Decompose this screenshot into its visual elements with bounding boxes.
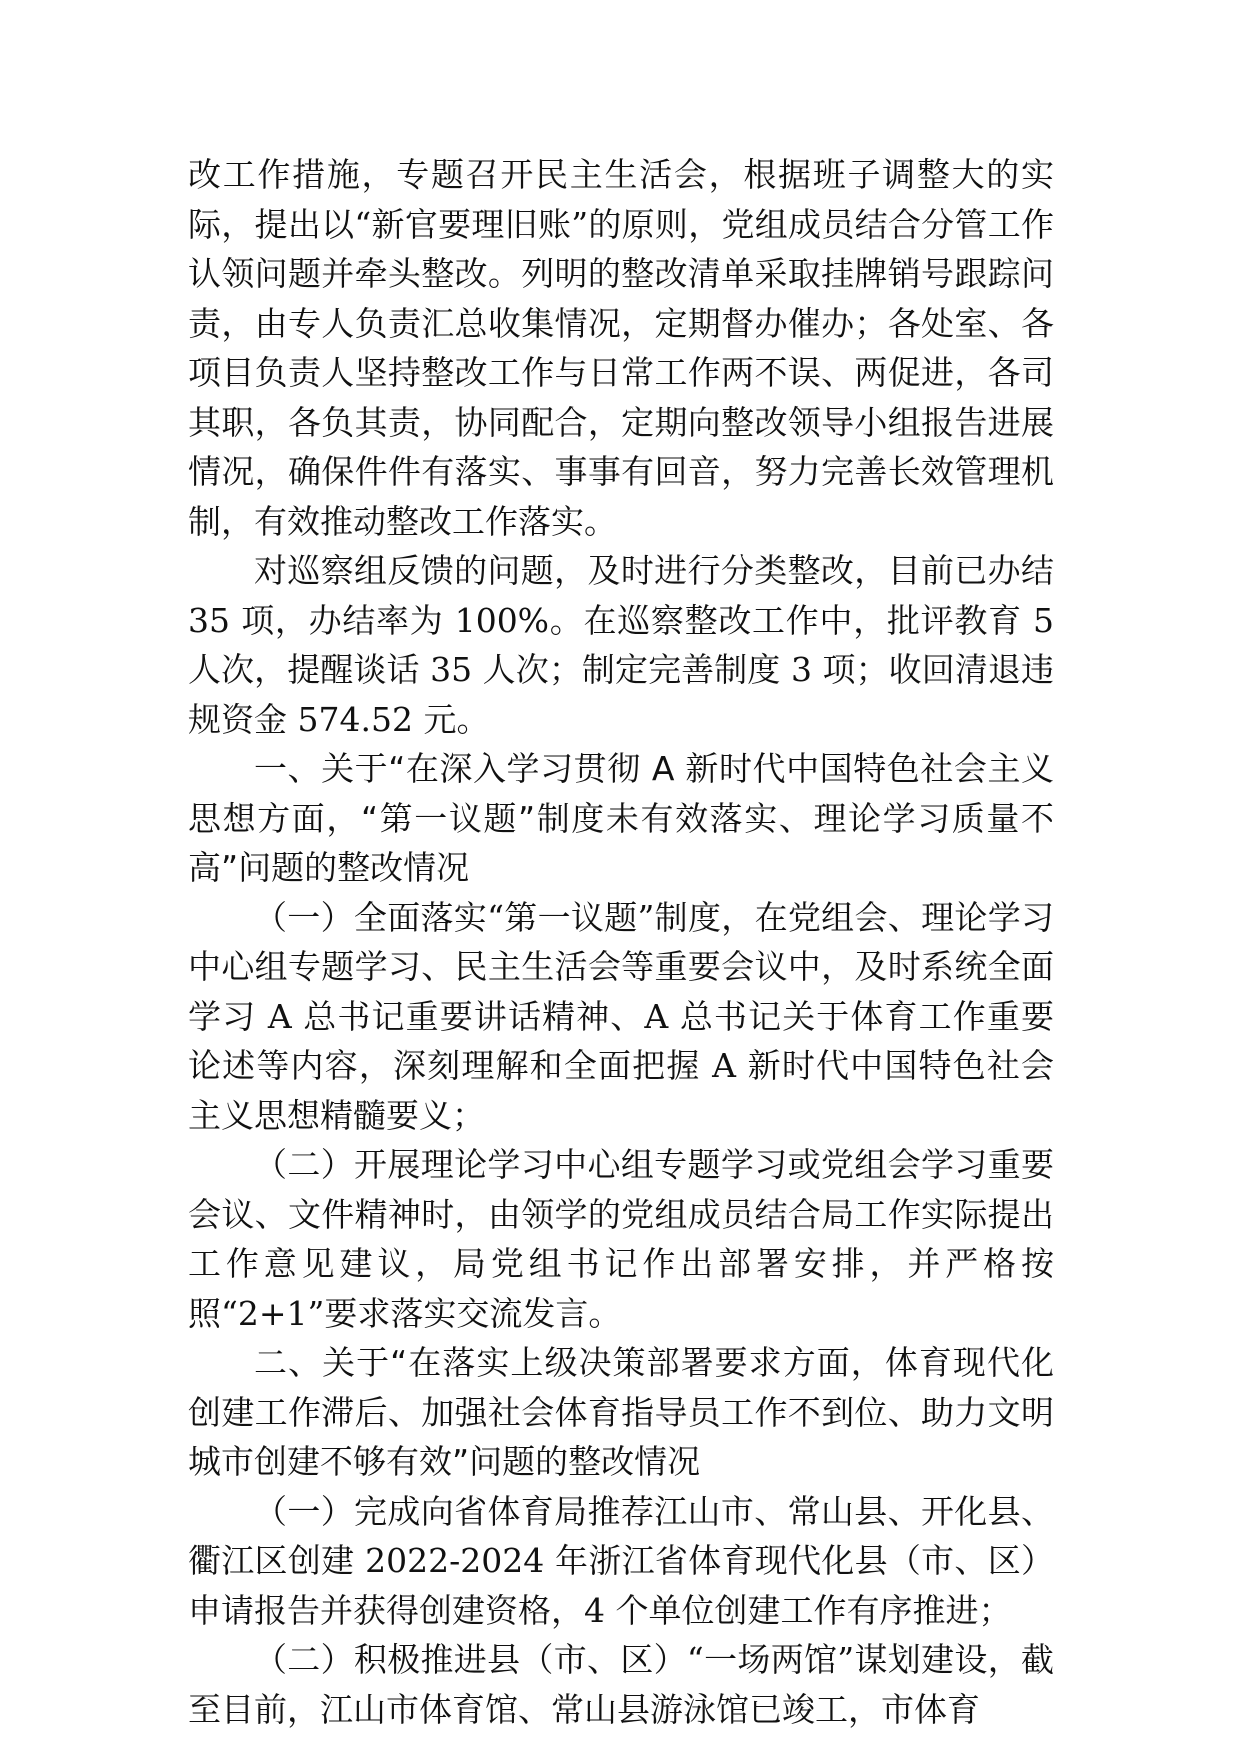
document-page	[188, 150, 1054, 1734]
body-paragraph: （二）开展理论学习中心组专题学习或党组会学习重要会议、文件精神时，由领学的党组成员结合局工作实际提出工作意见建议，局党组书记作出部署安排，并严格按照“2+1”要求落实交流发言。	[188, 1145, 1054, 1333]
body-paragraph: 对巡察组反馈的问题，及时进行分类整改，目前已办结 35 项，办结率为 100%。在巡察整改工作中，批评教育 5 人次，提醒谈话 35 人次；制定完善制度 3 项；收回清退违规资金 574.52 元。	[188, 551, 1054, 739]
body-paragraph: 改工作措施，专题召开民主生活会，根据班子调整大的实际，提出以“新官要理旧账”的原则，党组成员结合分管工作认领问题并牵头整改。列明的整改清单采取挂牌销号跟踪问责，由专人负责汇总收集情况，定期督办催办；各处室、各项目负责人坚持整改工作与日常工作两不误、两促进，各司其职，各负其责，协同配合，定期向整改领导小组报告进展情况，确保件件有落实、事事有回音，努力完善长效管理机制，有效推动整改工作落实。	[188, 155, 1054, 541]
section-heading: 二、关于“在落实上级决策部署要求方面，体育现代化创建工作滞后、加强社会体育指导员工作不到位、助力文明城市创建不够有效”问题的整改情况	[188, 1343, 1054, 1481]
body-paragraph: （一）完成向省体育局推荐江山市、常山县、开化县、衢江区创建 2022-2024 年浙江省体育现代化县（市、区）申请报告并获得创建资格，4 个单位创建工作有序推进；	[188, 1491, 1054, 1630]
section-heading: 一、关于“在深入学习贯彻 A 新时代中国特色社会主义思想方面，“第一议题”制度未有效落实、理论学习质量不高”问题的整改情况	[188, 749, 1054, 887]
body-paragraph: （一）全面落实“第一议题”制度，在党组会、理论学习中心组专题学习、民主生活会等重要会议中，及时系统全面学习 A 总书记重要讲话精神、A 总书记关于体育工作重要论述等内容，深刻理解和全面把握 A 新时代中国特色社会主义思想精髓要义；	[188, 897, 1054, 1135]
body-paragraph: （二）积极推进县（市、区）“一场两馆”谋划建设，截至目前，江山市体育馆、常山县游泳馆已竣工，市体育	[188, 1640, 1054, 1729]
